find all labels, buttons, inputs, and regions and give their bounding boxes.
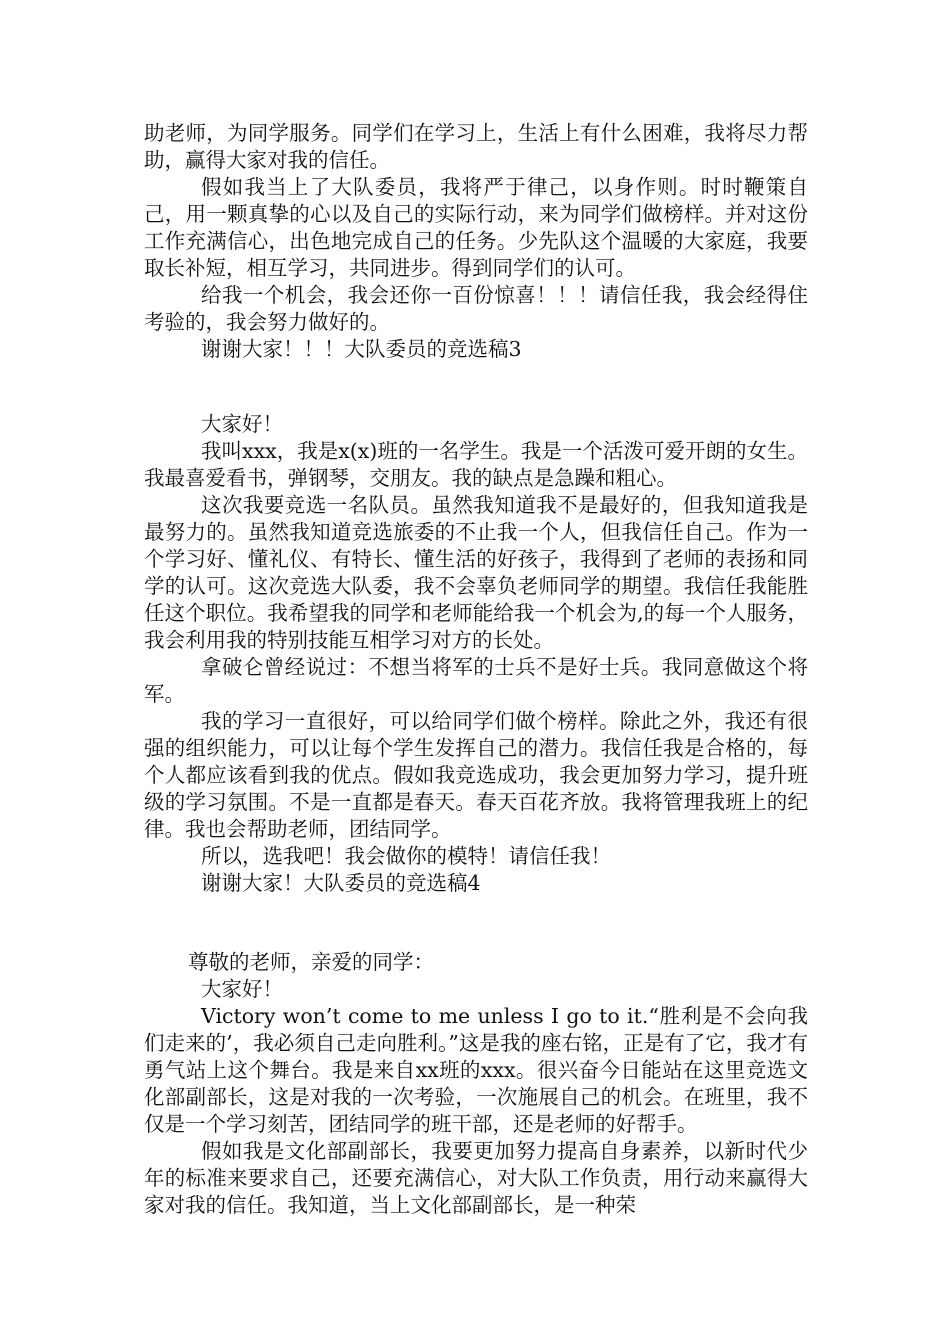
paragraph: 所以，选我吧！我会做你的模特！请信任我！ (201, 844, 611, 868)
salutation: 尊敬的老师，亲爱的同学： (188, 950, 434, 974)
spacer (144, 363, 808, 411)
section-closing-heading: 谢谢大家！！！大队委员的竞选稿3 (201, 337, 522, 361)
paragraph: 假如我是文化部副部长，我要更加努力提高自身素养，以新时代少年的标准来要求自己，还要充满信心，对大队工作负责，用行动来赢得大家对我的信任。我知道，当上文化部副部长，是一种荣 (144, 1139, 808, 1217)
paragraph: 我的学习一直很好，可以给同学们做个榜样。除此之外，我还有很强的组织能力，可以让每个学生发挥自己的潜力。我信任我是合格的，每个人都应该看到我的优点。假如我竞选成功，我会更加努力学习，提升班级的学习氛围。不是一直都是春天。春天百花齐放。我将管理我班上的纪律。我也会帮助老师，团结同学。 (144, 709, 808, 841)
greeting: 大家好！ (201, 977, 283, 1001)
paragraph: 假如我当上了大队委员，我将严于律己，以身作则。时时鞭策自己，用一颗真挚的心以及自己的实际行动，来为同学们做榜样。并对这份工作充满信心，出色地完成自己的任务。少先队这个温暖的大家庭，我要取长补短，相互学习，共同进步。得到同学们的认可。 (144, 175, 808, 280)
paragraph: 拿破仑曾经说过：不想当将军的士兵不是好士兵。我同意做这个将军。 (144, 655, 808, 706)
greeting: 大家好！ (201, 412, 283, 436)
spacer (144, 897, 808, 949)
section-closing-heading: 谢谢大家！大队委员的竞选稿4 (201, 871, 481, 895)
document-body (144, 120, 808, 1219)
paragraph: 这次我要竞选一名队员。虽然我知道我不是最好的，但我知道我是最努力的。虽然我知道竞选旅委的不止我一个人，但我信任自己。作为一个学习好、懂礼仪、有特长、懂生活的好孩子，我得到了老师的表扬和同学的认可。这次竞选大队委，我不会辜负老师同学的期望。我信任我能胜任这个职位。我希望我的同学和老师能给我一个机会为,的每一个人服务，我会利用我的特别技能互相学习对方的长处。 (144, 493, 808, 652)
paragraph: Victory won’t come to me unless I go to it.“胜利是不会向我们走来的’，我必须自己走向胜利。”这是我的座右铭，正是有了它，我才有勇气站上这个舞台。我是来自xx班的xxx。很兴奋今日能站在这里竞选文化部副部长，这是对我的一次考验，一次施展自己的机会。在班里，我不仅是一个学习刻苦，团结同学的班干部，还是老师的好帮手。 (144, 1004, 808, 1136)
paragraph: 给我一个机会，我会还你一百份惊喜！！！请信任我，我会经得住考验的，我会努力做好的。 (144, 283, 808, 334)
paragraph: 我叫xxx，我是x(x)班的一名学生。我是一个活泼可爱开朗的女生。我最喜爱看书，弹钢琴，交朋友。我的缺点是急躁和粗心。 (144, 439, 808, 490)
paragraph: 助老师，为同学服务。同学们在学习上，生活上有什么困难，我将尽力帮助，赢得大家对我的信任。 (144, 121, 808, 172)
